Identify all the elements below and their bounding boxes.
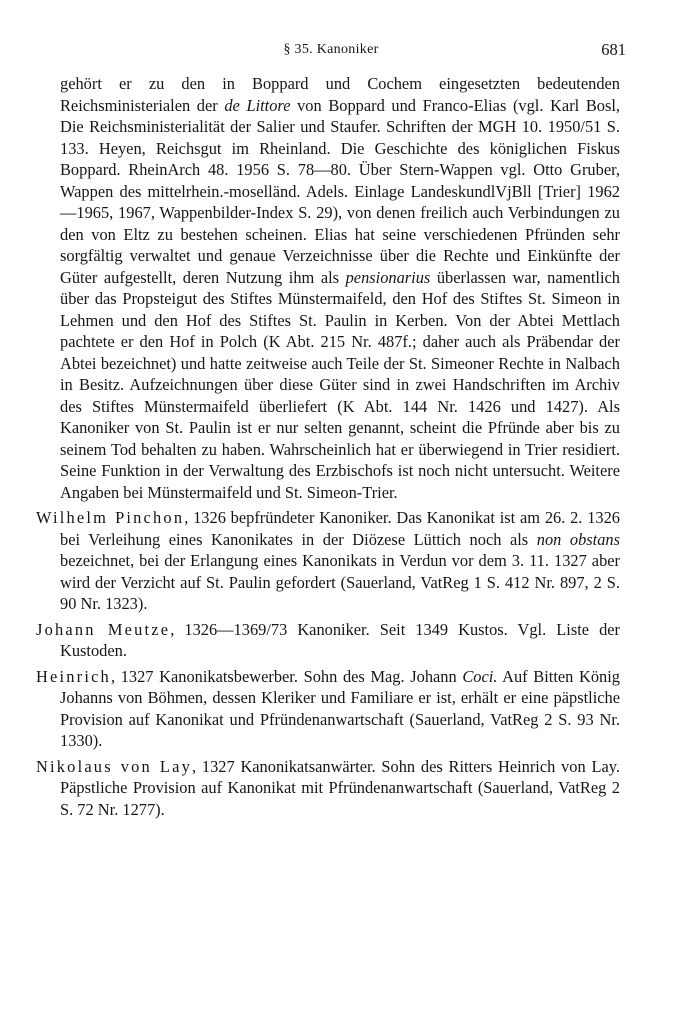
text-run: , 1326—1369/73 Kanoniker. Seit 1349 Kustos. Vgl. Liste der Kustoden. (60, 619, 620, 660)
text-run: überlassen war, namentlich über das Propsteigut des Stiftes Münstermaifeld, den Hof des Stiftes St. Simeon in Lehmen und den Hof des Stiftes St. Paulin in Kerben. Von der Abtei Mettlach pachtete er den Hof in Polch (K Abt. 215 Nr. 487f.; daher auch als Präbendar der Abtei bezeichnet) und hatte zeitweise auch Teile der St. Simeoner Rechte in Nalbach in Besitz. Aufzeichnungen über diese Güter sind in zwei Handschriften im Archiv des Stiftes Münstermaifeld überliefert (K Abt. 144 Nr. 1426 und 1427). Als Kanoniker von St. Paulin ist er nur selten genannt, scheint die Pfründe aber bis zu seinem Tod behalten zu haben. Wahrscheinlich hat er überwiegend in Trier residiert. Seine Funktion in der Verwaltung des Erzbischofs ist noch nicht untersucht. Weitere Angaben bei Münstermaifeld und St. Simeon-Trier. (60, 267, 620, 502)
page-number: 681 (601, 40, 626, 59)
section-title: § 35. Kanoniker (283, 42, 379, 57)
entry-johann-meutze (36, 619, 620, 662)
continuation-paragraph (36, 73, 620, 503)
italic-term: de Littore (224, 95, 291, 115)
text-run: , 1327 Kanonikatsanwärter. Sohn des Ritters Heinrich von Lay. Päpstliche Provision auf Kanonikat mit Pfründenanwartschaft (Sauerland, VatReg 2 S. 72 Nr. 1277). (60, 756, 620, 819)
text-run: gehört er zu den in Boppard und Cochem eingesetzten bedeutenden Reichsministerialen der (60, 74, 620, 115)
text-run: , 1326 bepfründeter Kanoniker. Das Kanonikat ist am 26. 2. 1326 bei Verleihung eines Kanonikates in der Diözese Lüttich noch als (60, 508, 620, 549)
entry-name: Johann Meutze (36, 619, 171, 639)
entry-name: Heinrich (36, 666, 111, 686)
entry-wilhelm-pinchon (36, 507, 620, 615)
page-body (36, 73, 620, 820)
italic-term: Coci. (462, 666, 498, 686)
entry-name: Nikolaus von Lay (36, 756, 193, 776)
entry-heinrich (36, 666, 620, 752)
text-run: , 1327 Kanonikatsbewerber. Sohn des Mag. Johann (110, 666, 463, 686)
running-header (36, 36, 626, 62)
entry-name: Wilhelm Pinchon (36, 508, 185, 527)
text-run: bezeichnet, bei der Erlangung eines Kanonikats in Verdun vor dem 3. 11. 1327 aber wird der Verzicht auf St. Paulin gefordert (Sauerland, VatReg 1 S. 412 Nr. 897, 2 S. 90 Nr. 1323). (60, 551, 620, 613)
entry-nikolaus-von-lay (36, 756, 620, 821)
italic-term: non obstans (536, 529, 620, 549)
italic-term: pensionarius (345, 267, 431, 287)
text-run: Auf Bitten König Johanns von Böhmen, dessen Kleriker und Familiare er ist, erhält er eine päpstliche Provision auf Kanonikat und Pfründenanwartschaft (Sauerland, VatReg 2 S. 93 Nr. 1330). (60, 666, 620, 750)
text-run: von Boppard und Franco-Elias (vgl. Karl Bosl, Die Reichsministerialität der Salier und Staufer. Schriften der MGH 10. 1950/51 S. 133. Heyen, Reichsgut im Rheinland. Die Geschichte des königlichen Fiskus Boppard. RheinArch 48. 1956 S. 78—80. Über Stern-Wappen vgl. Otto Gruber, Wappen des mittelrhein.-moselländ. Adels. Einlage LandeskundlVjBll [Trier] 1962—1965, 1967, Wappenbilder-Index S. 29), von denen freilich auch Verbindungen zu den von Eltz zu bestehen scheinen. Elias hat seine verschiedenen Pfründen sehr sorgfältig verwaltet und genaue Verzeichnisse über die Rechte und Einkünfte der Güter aufgestellt, deren Nutzung ihm als (60, 95, 620, 287)
